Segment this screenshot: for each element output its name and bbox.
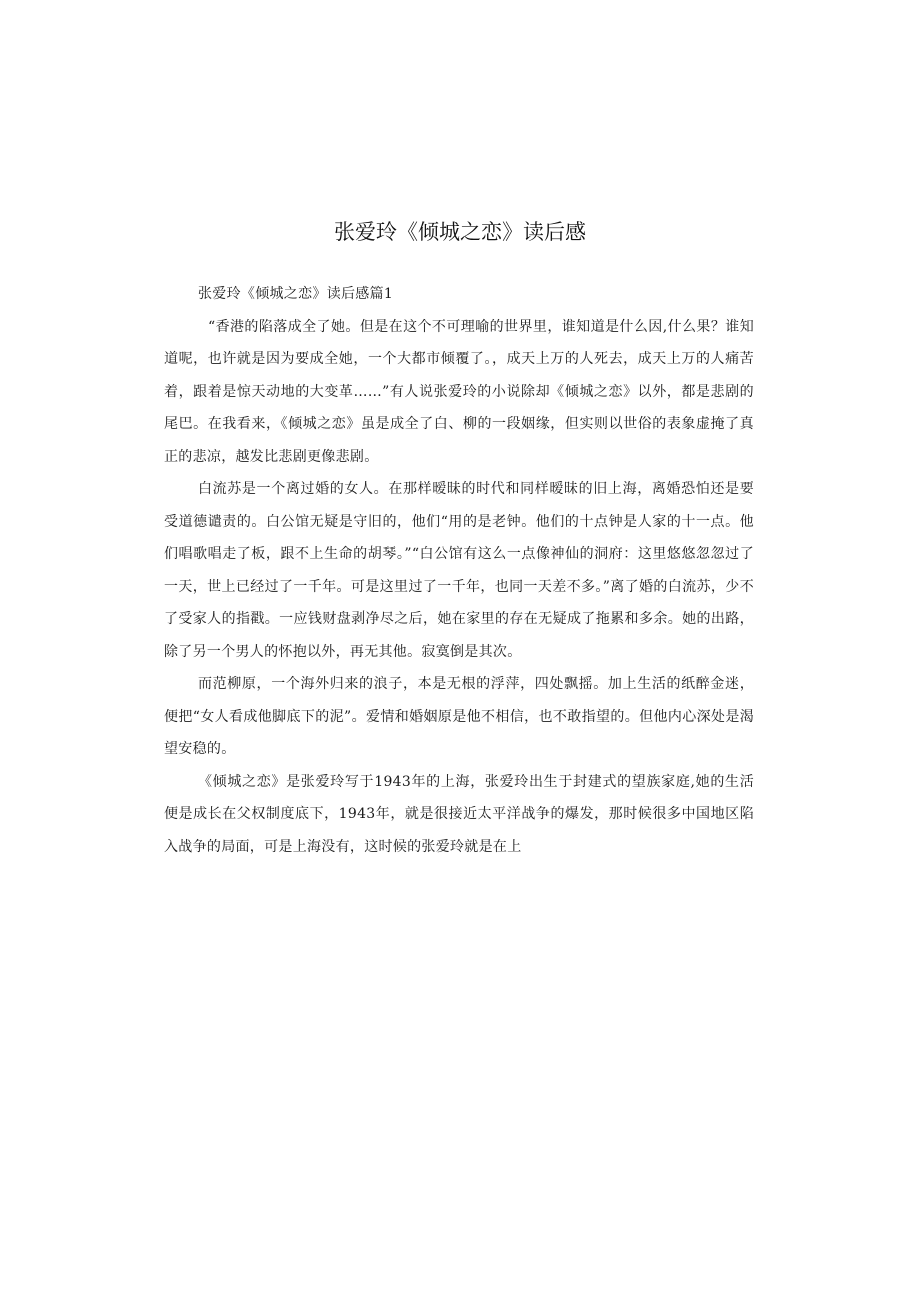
paragraph-3: 而范柳原，一个海外归来的浪子，本是无根的浮萍，四处飘摇。加上生活的纸醉金迷，便把“女人看成他脚底下的泥”。爱情和婚姻原是他不相信，也不敢指望的。但他内心深处是渴望安稳的。 [164,676,754,757]
paragraph-1: “香港的陷落成全了她。但是在这个不可理喻的世界里，谁知道是什么因,什么果？谁知道呢，也许就是因为要成全她，一个大都市倾覆了。，成天上万的人死去，成天上万的人痛苦着，跟着是惊天动地的大变革……”有人说张爱玲的小说除却《倾城之恋》以外，都是悲剧的尾巴。在我看来，《倾城之恋》虽是成全了白、柳的一段姻缘，但实则以世俗的表象虚掩了真正的悲凉，越发比悲剧更像悲剧。 [164,318,754,465]
document-title: 张爱玲《倾城之恋》读后感 [334,220,586,244]
paragraph-2: 白流苏是一个离过婚的女人。在那样暧昧的时代和同样暧昧的旧上海，离婚恐怕还是要受道德谴责的。白公馆无疑是守旧的，他们“用的是老钟。他们的十点钟是人家的十一点。他们唱歌唱走了板，跟不上生命的胡琴。”“白公馆有这么一点像神仙的洞府：这里悠悠忽忽过了一天，世上已经过了一千年。可是这里过了一千年，也同一天差不多。”离了婚的白流苏，少不了受家人的指戳。一应钱财盘剥净尽之后，她在家里的存在无疑成了拖累和多余。她的出路，除了另一个男人的怀抱以外，再无其他。寂寞倒是其次。 [164,481,754,660]
paragraph-4: 《倾城之恋》是张爱玲写于1943年的上海，张爱玲出生于封建式的望族家庭,她的生活便是成长在父权制度底下，1943年，就是很接近太平洋战争的爆发，那时候很多中国地区陷入战争的局面，可是上海没有，这时候的张爱玲就是在上 [164,773,754,855]
section-heading: 张爱玲《倾城之恋》读后感篇1 [198,286,394,302]
document-body [164,278,754,863]
